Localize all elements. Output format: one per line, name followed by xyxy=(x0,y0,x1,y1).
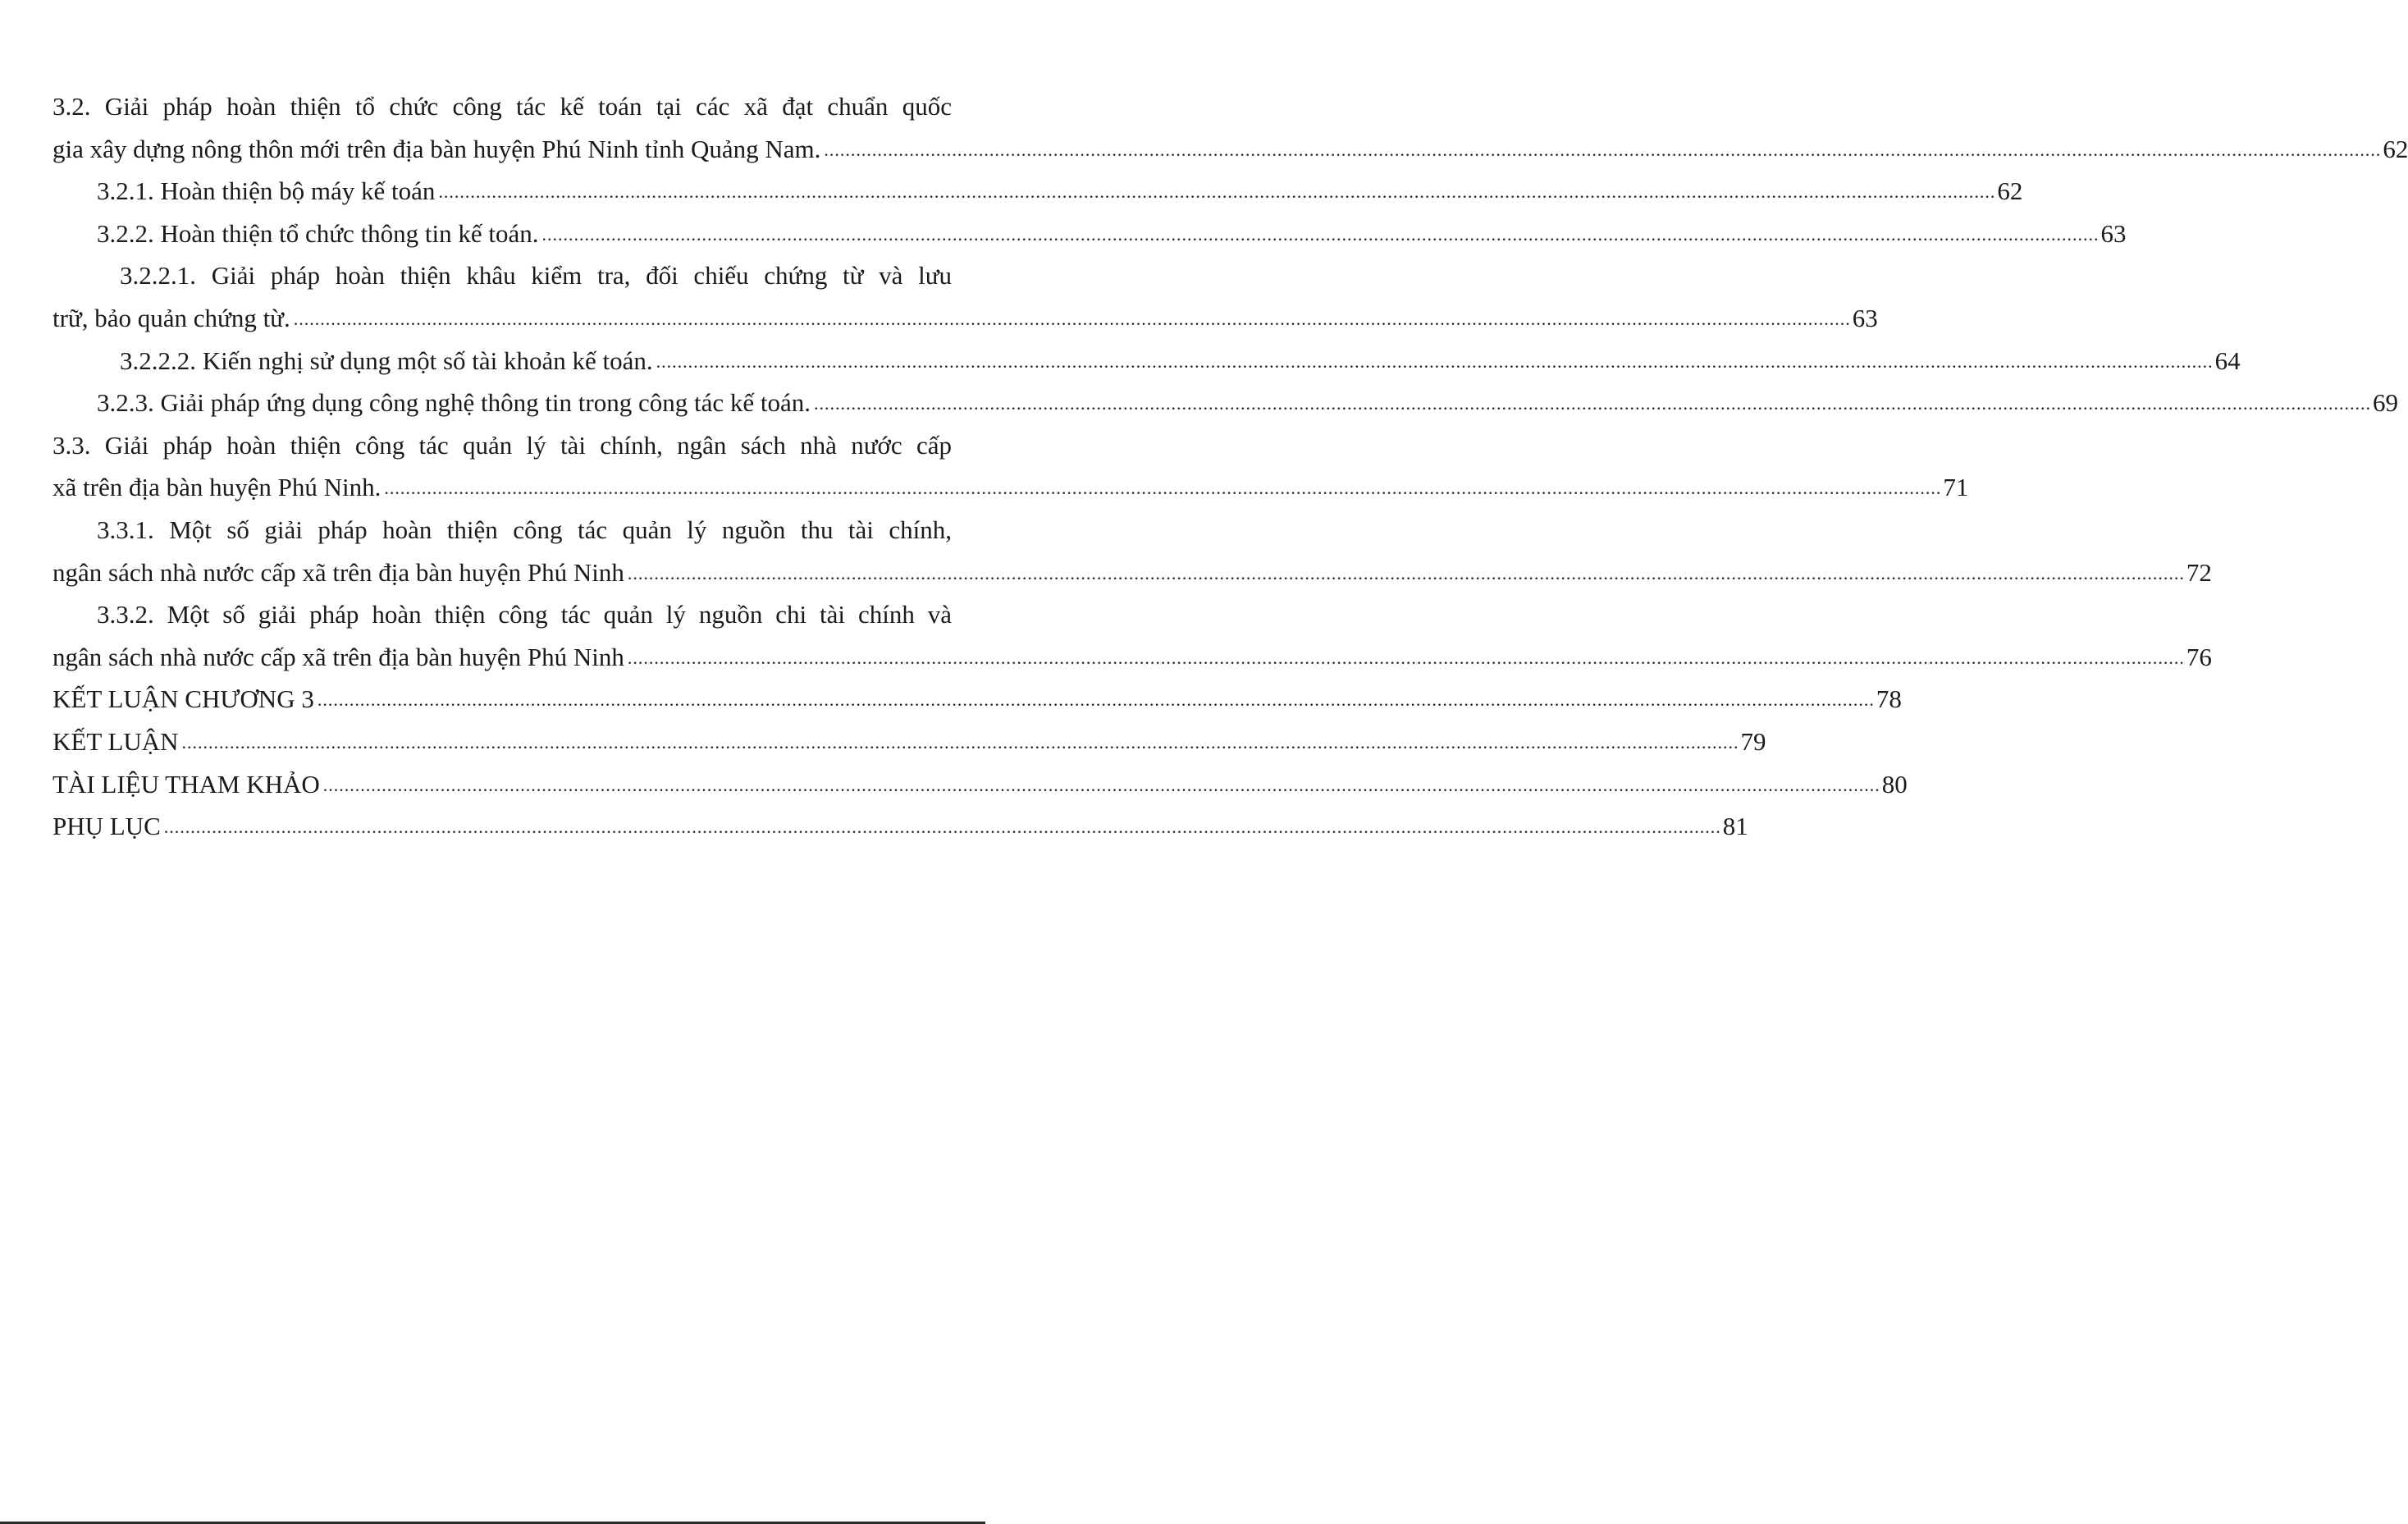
toc-entry-3-2-3[interactable] xyxy=(53,382,2398,424)
toc-entry-3-3-2[interactable] xyxy=(53,593,2212,678)
toc-entry-text-line2: ngân sách nhà nước cấp xã trên địa bàn huyện Phú Ninh xyxy=(53,642,624,671)
toc-page-number: 78 xyxy=(1876,684,1902,714)
toc-entry-text-line1: 3.3.2. Một số giải pháp hoàn thiện công tác quản lý nguồn chi tài chính và xyxy=(97,600,952,629)
toc-entry-text: 3.2.1. Hoàn thiện bộ máy kế toán xyxy=(97,176,436,206)
toc-entry-text: TÀI LIỆU THAM KHẢO xyxy=(53,769,320,799)
toc-page-number: 81 xyxy=(1722,812,1748,841)
toc-entry-appendix[interactable] xyxy=(53,805,1748,848)
toc-entry-text: 3.2.2. Hoàn thiện tổ chức thông tin kế toán. xyxy=(97,218,539,248)
toc-page-number: 62 xyxy=(1997,176,2023,206)
toc-page-number: 63 xyxy=(2100,218,2127,248)
toc-entry-3-3-1[interactable] xyxy=(53,509,2212,593)
toc-page-number: 71 xyxy=(1943,473,1969,502)
dot-leader xyxy=(182,721,1739,764)
dot-leader xyxy=(164,806,1721,849)
toc-entry-3-2-1[interactable] xyxy=(53,170,2023,213)
toc-entry-3-2-2-1[interactable] xyxy=(53,254,1878,339)
toc-page-number: 63 xyxy=(1852,303,1878,332)
dot-leader xyxy=(323,764,1880,807)
toc-entry-text-line2: xã trên địa bàn huyện Phú Ninh. xyxy=(53,473,382,502)
toc-page-number: 64 xyxy=(2214,346,2241,375)
toc-entry-text-line2: trữ, bảo quản chứng từ. xyxy=(53,303,290,332)
dot-leader xyxy=(294,298,1851,341)
toc-entry-text: KẾT LUẬN xyxy=(53,726,179,756)
toc-entry-text-line1: 3.3. Giải pháp hoàn thiện công tác quản lý tài chính, ngân sách nhà nước cấp xyxy=(53,430,952,460)
toc-entry-chapter-3-conclusion[interactable] xyxy=(53,678,1902,721)
toc-entry-conclusion[interactable] xyxy=(53,721,1766,763)
dot-leader xyxy=(656,341,2214,383)
toc-entry-text-line1: 3.3.1. Một số giải pháp hoàn thiện công tác quản lý nguồn thu tài chính, xyxy=(97,515,952,544)
toc-page-number: 80 xyxy=(1881,769,1908,799)
dot-leader xyxy=(628,552,2185,595)
toc-page-number: 76 xyxy=(2186,642,2212,671)
toc-entry-text-line1: 3.2. Giải pháp hoàn thiện tổ chức công tác kế toán tại các xã đạt chuẩn quốc xyxy=(53,92,952,121)
dot-leader xyxy=(628,637,2185,680)
toc-entry-text: 3.2.3. Giải pháp ứng dụng công nghệ thông tin trong công tác kế toán. xyxy=(97,388,811,418)
toc-entry-references[interactable] xyxy=(53,763,1908,806)
toc-page-number: 79 xyxy=(1740,726,1766,756)
toc-entry-3-2-2[interactable] xyxy=(53,213,2127,255)
toc-page-number: 62 xyxy=(2383,134,2408,163)
toc-entry-text: PHỤ LỤC xyxy=(53,812,161,841)
toc-page-number: 72 xyxy=(2186,557,2212,587)
toc-entry-text: 3.2.2.2. Kiến nghị sử dụng một số tài khoản kế toán. xyxy=(120,346,653,375)
dot-leader xyxy=(318,679,1875,721)
dot-leader xyxy=(824,129,2381,172)
toc-entry-text-line1: 3.2.2.1. Giải pháp hoàn thiện khâu kiểm tra, đối chiếu chứng từ và lưu xyxy=(120,261,952,291)
toc-page-number: 69 xyxy=(2373,388,2398,418)
dot-leader xyxy=(814,382,2371,425)
dot-leader xyxy=(438,171,1995,213)
dot-leader xyxy=(542,213,2100,256)
toc-entry-3-2-2-2[interactable] xyxy=(53,340,2241,382)
toc-entry-text-line2: gia xây dựng nông thôn mới trên địa bàn huyện Phú Ninh tỉnh Quảng Nam. xyxy=(53,134,821,163)
toc-entry-3-2[interactable] xyxy=(53,85,2408,170)
table-of-contents xyxy=(53,85,2408,848)
toc-entry-text: KẾT LUẬN CHƯƠNG 3 xyxy=(53,684,314,714)
toc-entry-3-3[interactable] xyxy=(53,424,1969,509)
dot-leader xyxy=(384,467,1941,510)
toc-entry-text-line2: ngân sách nhà nước cấp xã trên địa bàn huyện Phú Ninh xyxy=(53,557,624,587)
